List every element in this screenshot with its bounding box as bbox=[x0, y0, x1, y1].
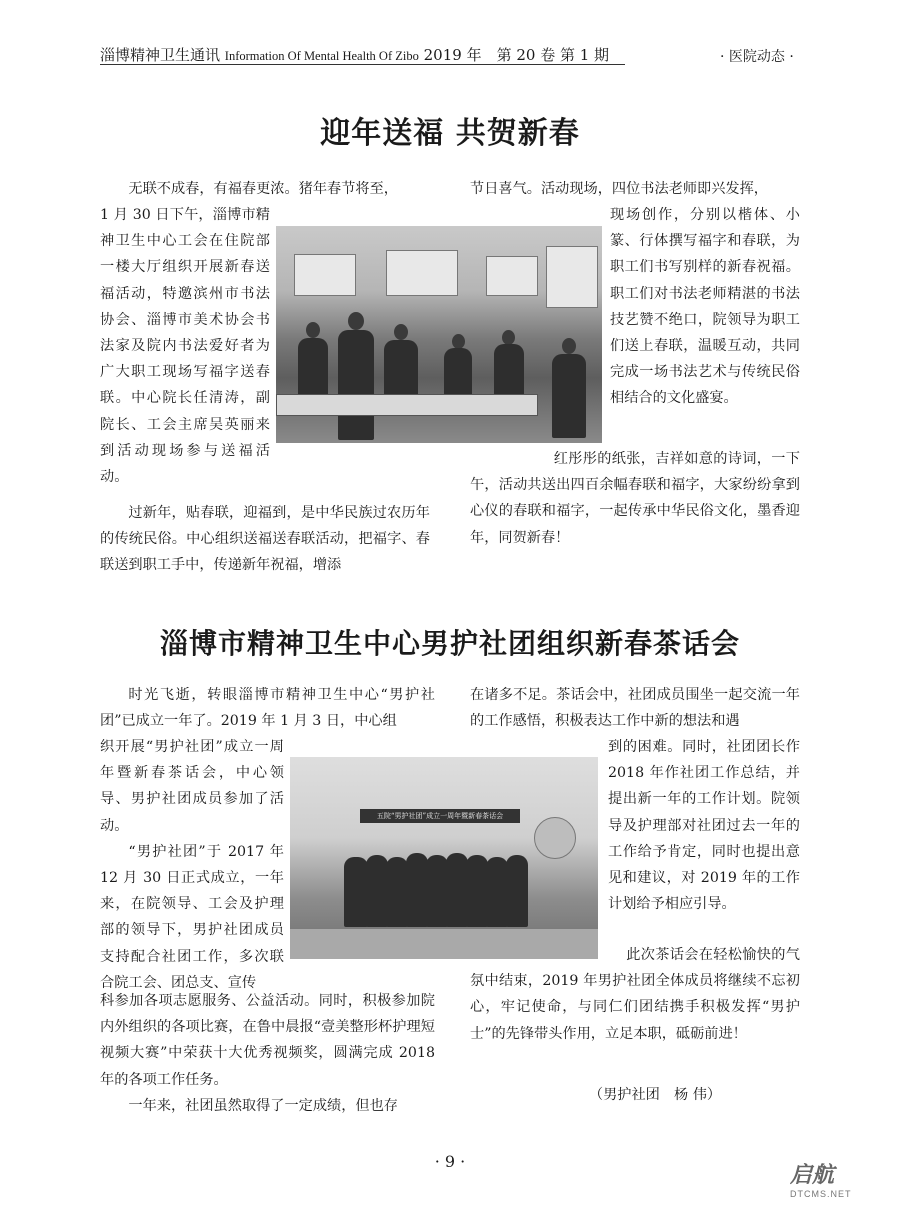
watermark-url: DTCMS.NET bbox=[790, 1189, 852, 1199]
article2-left-top: 时光飞逝，转眼淄博市精神卫生中心“男护社团”已成立一年了。2019 年 1 月 3 日，中心组 bbox=[100, 687, 435, 730]
person-figure bbox=[338, 330, 374, 440]
window-shape bbox=[294, 254, 356, 296]
person-figure bbox=[466, 855, 488, 927]
article2-left-bottom: 科参加各项志愿服务、公益活动。同时，积极参加院内外组织的各项比赛，在鲁中晨报“壹美整形杯护理短视频大赛”中荣获十大优秀视频奖，圆满完成 2018 年的各项工作任务。 一年来，社团虽然取得了一定成绩，但也存 bbox=[100, 993, 435, 1114]
section-label: · 医院动态 · bbox=[720, 49, 794, 65]
person-figure bbox=[344, 857, 368, 927]
article2-right-narrow: 到的困难。同时，社团团长作 2018 年作社团工作总结，并提出新一年的工作计划。院领导及护理部对社团过去一年的工作给予肯定，同时也提出意见和建议，对 2019 年的工作计划给予相应引导。 bbox=[608, 739, 800, 913]
article2-right-top: 在诸多不足。茶话会中，社团成员围坐一起交流一年的工作感悟，积极表达工作中新的想法和遇 bbox=[470, 687, 800, 730]
watermark-logo bbox=[790, 1158, 890, 1208]
event-banner: 五院“男护社团”成立一周年暨新春茶话会 bbox=[360, 809, 520, 823]
article2-right-bottom: 此次茶话会在轻松愉快的气氛中结束，2019 年男护社团全体成员将继续不忘初心，牢记使命，与同仁们团结携手积极发挥“男护士”的先锋带头作用，立足本职，砥砺前进！ bbox=[470, 947, 800, 1042]
article1-right-top: 节日喜气。活动现场，四位书法老师即兴发挥， bbox=[470, 181, 768, 197]
article2-byline: （男护社团 杨 伟） bbox=[588, 1087, 722, 1103]
article2-left-narrow: 织开展“男护社团”成立一周年暨新春茶话会，中心领导、男护社团成员参加了活动。 “男护社团”于 2017 年 12 月 30 日正式成立，一年来，在院领导、工会及护理部的领导下，男护社团成员支持配合社团工作，多次联合院工会、团总支、宣传 bbox=[100, 739, 284, 991]
page-number: · 9 · bbox=[434, 1152, 466, 1171]
window-shape bbox=[386, 250, 458, 296]
article1-right-bottom: 红彤彤的纸张，吉祥如意的诗词，一下午，活动共送出四百余幅春联和福字，大家纷纷拿到心仪的春联和福字，一起传承中华民俗文化，墨香迎年，同贺新春！ bbox=[470, 451, 800, 546]
person-figure bbox=[426, 855, 448, 927]
article1-left-top: 无联不成春，有福春更浓。猪年春节将至， bbox=[128, 181, 398, 197]
person-head bbox=[502, 330, 515, 345]
person-head bbox=[394, 324, 408, 340]
journal-issue: 2019 年 第 20 卷 第 1 期 bbox=[423, 46, 610, 64]
person-figure bbox=[406, 853, 428, 927]
person-figure bbox=[446, 853, 468, 927]
article1-left-narrow: 1 月 30 日下午，淄博市精神卫生中心工会在住院部一楼大厅组织开展新春送福活动，特邀滨州市书法协会、淄博市美术协会书法家及院内书法爱好者为广大职工现场写福字送春联。中心院长任清涛，副院长、工会主席吴英丽来到活动现场参与送福活动。 bbox=[100, 207, 270, 486]
article1-right-narrow: 现场创作，分别以楷体、小篆、行体撰写福字和春联，为职工们书写别样的新春祝福。职工们对书法老师精湛的书法技艺赞不绝口，院领导为职工们送上春联，温暖互动，共同完成一场书法艺术与传统民俗相结合的文化盛宴。 bbox=[610, 207, 800, 407]
window-shape bbox=[486, 256, 538, 296]
journal-title-cn: 淄博精神卫生通讯 bbox=[100, 46, 221, 64]
watermark-text: 启航 bbox=[790, 1162, 835, 1187]
article1-left-bottom: 过新年，贴春联，迎福到，是中华民族过农历年的传统民俗。中心组织送福送春联活动，把福字、春联送到职工手中，传递新年祝福，增添 bbox=[100, 505, 430, 574]
person-figure bbox=[486, 857, 508, 927]
header-rule bbox=[100, 64, 625, 65]
article1-title: 迎年送福 共贺新春 bbox=[320, 116, 580, 151]
group-tea-party-photo bbox=[290, 757, 598, 959]
person-head bbox=[348, 312, 364, 330]
person-head bbox=[306, 322, 320, 338]
person-figure bbox=[366, 855, 388, 927]
person-figure bbox=[552, 354, 586, 438]
person-figure bbox=[506, 855, 528, 927]
journal-title-en: Information Of Mental Health Of Zibo bbox=[224, 49, 419, 63]
window-shape bbox=[546, 246, 598, 308]
article2-title: 淄博市精神卫生中心男护社团组织新春茶话会 bbox=[159, 627, 740, 660]
person-head bbox=[452, 334, 465, 349]
calligraphy-table bbox=[276, 394, 538, 416]
journal-header bbox=[100, 44, 609, 65]
calligraphy-event-photo bbox=[276, 226, 602, 443]
floor bbox=[290, 929, 598, 959]
person-figure bbox=[386, 857, 408, 927]
wall-decoration bbox=[534, 817, 576, 859]
person-head bbox=[562, 338, 576, 354]
